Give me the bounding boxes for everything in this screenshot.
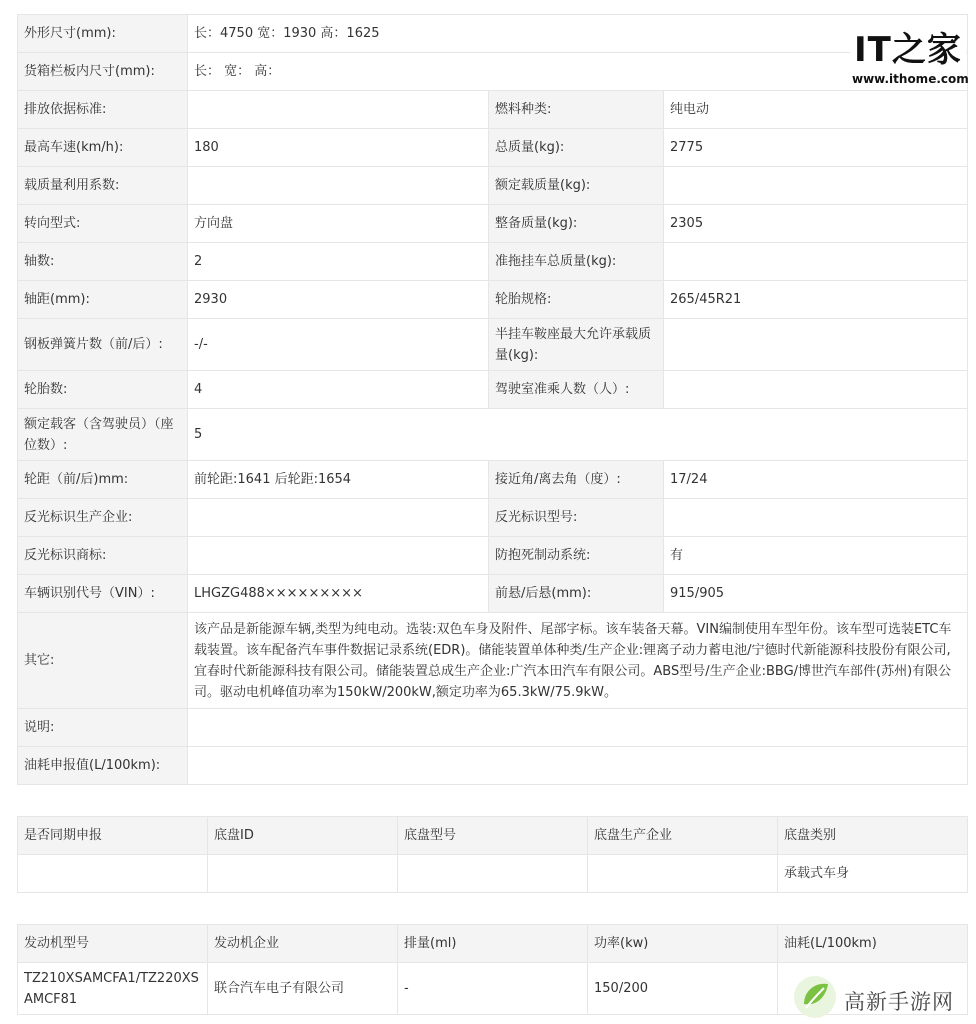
chassis-header-maker: 底盘生产企业 <box>588 817 778 855</box>
label-cargo-box: 货箱栏板内尺寸(mm): <box>18 53 188 91</box>
value-axles: 2 <box>188 243 489 281</box>
ithome-logo <box>850 22 969 90</box>
value-passengers: 5 <box>188 409 968 461</box>
chassis-cell-concurrent <box>18 855 208 893</box>
engine-header-consumption: 油耗(L/100km) <box>778 925 968 963</box>
value-vin: LHGZG488××××××××× <box>188 575 489 613</box>
table-header-row <box>18 925 968 963</box>
value-emission <box>188 91 489 129</box>
label-other: 其它: <box>18 613 188 709</box>
value-max-speed: 180 <box>188 129 489 167</box>
table-row <box>18 613 968 709</box>
label-track: 轮距（前/后)mm: <box>18 461 188 499</box>
spec-table <box>17 14 968 785</box>
value-dimensions: 长：4750 宽：1930 高：1625 <box>188 15 968 53</box>
value-overhang: 915/905 <box>664 575 968 613</box>
value-fuel-consumption <box>188 747 968 785</box>
label-rated-load: 额定载质量(kg): <box>489 167 664 205</box>
logo-site: www.ithome.com <box>852 72 969 86</box>
label-total-mass: 总质量(kg): <box>489 129 664 167</box>
label-fuel-type: 燃料种类: <box>489 91 664 129</box>
watermark <box>792 972 972 1024</box>
label-leaf-springs: 钢板弹簧片数（前/后）: <box>18 319 188 371</box>
engine-cell-maker: 联合汽车电子有限公司 <box>208 963 398 1015</box>
value-trailer-mass <box>664 243 968 281</box>
value-rated-load <box>664 167 968 205</box>
table-row <box>18 319 968 371</box>
engine-cell-displacement: - <box>398 963 588 1015</box>
chassis-header-id: 底盘ID <box>208 817 398 855</box>
label-reflector-brand: 反光标识商标: <box>18 537 188 575</box>
value-cargo-box: 长： 宽： 高： <box>188 53 968 91</box>
table-header-row <box>18 817 968 855</box>
label-fuel-consumption: 油耗申报值(L/100km): <box>18 747 188 785</box>
label-dimensions: 外形尺寸(mm): <box>18 15 188 53</box>
table-row <box>18 537 968 575</box>
value-wheelbase: 2930 <box>188 281 489 319</box>
value-steering: 方向盘 <box>188 205 489 243</box>
table-row <box>18 53 968 91</box>
table-row <box>18 747 968 785</box>
table-row <box>18 371 968 409</box>
engine-header-maker: 发动机企业 <box>208 925 398 963</box>
label-cab-seats: 驾驶室准乘人数（人）: <box>489 371 664 409</box>
engine-header-model: 发动机型号 <box>18 925 208 963</box>
chassis-table <box>17 816 968 893</box>
logo-mark: IT之家 <box>854 30 962 70</box>
engine-header-displacement: 排量(ml) <box>398 925 588 963</box>
value-reflector-model <box>664 499 968 537</box>
label-reflector-maker: 反光标识生产企业: <box>18 499 188 537</box>
table-row <box>18 409 968 461</box>
watermark-text: 高新手游网 <box>844 990 954 1014</box>
leaf-logo-icon <box>792 974 838 1020</box>
label-note: 说明: <box>18 709 188 747</box>
table-row <box>18 281 968 319</box>
label-emission: 排放依据标准: <box>18 91 188 129</box>
value-tire-spec: 265/45R21 <box>664 281 968 319</box>
label-vin: 车辆识别代号（VIN）: <box>18 575 188 613</box>
label-load-factor: 载质量利用系数: <box>18 167 188 205</box>
chassis-header-concurrent: 是否同期申报 <box>18 817 208 855</box>
label-angles: 接近角/离去角（度）: <box>489 461 664 499</box>
label-wheelbase: 轴距(mm): <box>18 281 188 319</box>
value-angles: 17/24 <box>664 461 968 499</box>
value-tire-count: 4 <box>188 371 489 409</box>
table-row <box>18 243 968 281</box>
value-fuel-type: 纯电动 <box>664 91 968 129</box>
table-row <box>18 91 968 129</box>
label-saddle-load: 半挂车鞍座最大允许承载质量(kg): <box>489 319 664 371</box>
value-reflector-brand <box>188 537 489 575</box>
value-load-factor <box>188 167 489 205</box>
chassis-header-type: 底盘类别 <box>778 817 968 855</box>
engine-cell-power: 150/200 <box>588 963 778 1015</box>
table-row <box>18 575 968 613</box>
chassis-header-model: 底盘型号 <box>398 817 588 855</box>
label-steering: 转向型式: <box>18 205 188 243</box>
value-track: 前轮距:1641 后轮距:1654 <box>188 461 489 499</box>
table-row <box>18 15 968 53</box>
table-row <box>18 709 968 747</box>
table-row <box>18 855 968 893</box>
table-row <box>18 499 968 537</box>
value-other: 该产品是新能源车辆,类型为纯电动。选装:双色车身及附件、尾部字标。该车装备天幕。VIN编制使用车型年份。该车型可选装ETC车载装置。该车配备汽车事件数据记录系统(EDR)。储能装置单体种类/生产企业:锂离子动力蓄电池/宁德时代新能源科技股份有限公司,宜春时代新能源科技有限公司。储能装置总成生产企业:广汽本田汽车有限公司。ABS型号/生产企业:BBG/博世汽车部件(苏州)有限公司。驱动电机峰值功率为150kW/200kW,额定功率为65.3kW/75.9kW。 <box>188 613 968 709</box>
label-reflector-model: 反光标识型号: <box>489 499 664 537</box>
label-trailer-mass: 准拖挂车总质量(kg): <box>489 243 664 281</box>
table-row <box>18 129 968 167</box>
label-curb-mass: 整备质量(kg): <box>489 205 664 243</box>
value-saddle-load <box>664 319 968 371</box>
value-cab-seats <box>664 371 968 409</box>
value-curb-mass: 2305 <box>664 205 968 243</box>
label-tire-spec: 轮胎规格: <box>489 281 664 319</box>
label-passengers: 额定载客（含驾驶员）（座位数）: <box>18 409 188 461</box>
label-overhang: 前悬/后悬(mm): <box>489 575 664 613</box>
value-note <box>188 709 968 747</box>
value-abs: 有 <box>664 537 968 575</box>
value-leaf-springs: -/- <box>188 319 489 371</box>
engine-header-power: 功率(kw) <box>588 925 778 963</box>
chassis-cell-maker <box>588 855 778 893</box>
label-max-speed: 最高车速(km/h): <box>18 129 188 167</box>
label-axles: 轴数: <box>18 243 188 281</box>
table-row <box>18 167 968 205</box>
table-row <box>18 205 968 243</box>
value-reflector-maker <box>188 499 489 537</box>
label-abs: 防抱死制动系统: <box>489 537 664 575</box>
value-total-mass: 2775 <box>664 129 968 167</box>
chassis-cell-id <box>208 855 398 893</box>
table-row <box>18 461 968 499</box>
chassis-cell-type: 承载式车身 <box>778 855 968 893</box>
chassis-cell-model <box>398 855 588 893</box>
engine-cell-model: TZ210XSAMCFA1/TZ220XSAMCF81 <box>18 963 208 1015</box>
label-tire-count: 轮胎数: <box>18 371 188 409</box>
